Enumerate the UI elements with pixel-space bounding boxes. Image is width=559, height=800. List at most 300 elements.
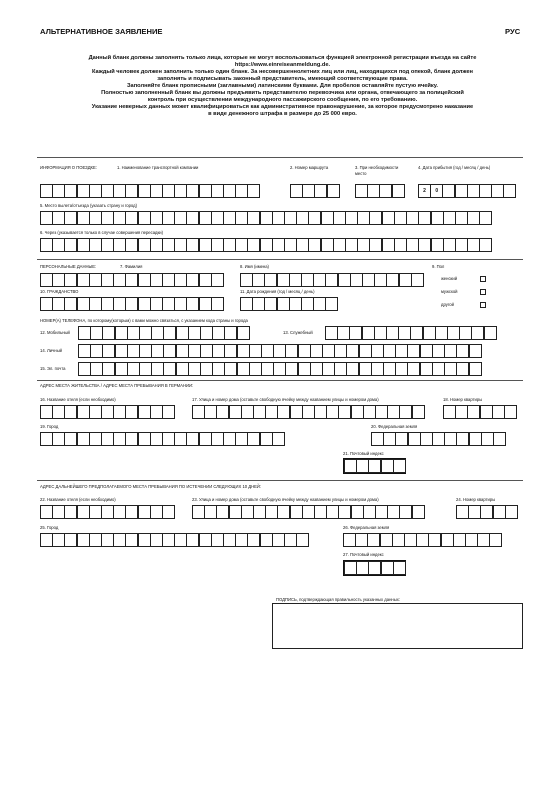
- input-cell[interactable]: [89, 405, 102, 419]
- input-cell[interactable]: [404, 533, 417, 547]
- input-cell[interactable]: [249, 362, 262, 376]
- input-cell[interactable]: [199, 273, 212, 287]
- input-cell[interactable]: [211, 533, 224, 547]
- personal-phone-field[interactable]: [78, 344, 481, 358]
- input-cell[interactable]: [223, 184, 236, 198]
- input-cell[interactable]: [52, 184, 65, 198]
- input-cell[interactable]: [127, 344, 140, 358]
- input-cell[interactable]: [363, 405, 376, 419]
- input-cell[interactable]: [302, 405, 315, 419]
- input-cell[interactable]: [102, 326, 115, 340]
- input-cell[interactable]: [163, 362, 176, 376]
- input-cell[interactable]: [40, 273, 53, 287]
- input-cell[interactable]: [298, 362, 311, 376]
- input-cell[interactable]: [186, 211, 199, 225]
- input-cell[interactable]: [338, 405, 351, 419]
- input-cell[interactable]: [211, 273, 224, 287]
- input-cell[interactable]: [115, 326, 128, 340]
- input-cell[interactable]: [455, 211, 468, 225]
- input-cell[interactable]: [260, 238, 273, 252]
- input-cell[interactable]: [224, 326, 237, 340]
- input-cell[interactable]: [240, 297, 253, 311]
- input-cell[interactable]: [493, 505, 506, 519]
- input-cell[interactable]: [371, 344, 384, 358]
- input-cell[interactable]: [199, 297, 212, 311]
- input-cell[interactable]: [64, 432, 77, 446]
- input-cell[interactable]: [40, 505, 53, 519]
- input-cell[interactable]: [139, 326, 152, 340]
- input-cell[interactable]: [52, 533, 65, 547]
- input-cell[interactable]: [247, 533, 260, 547]
- input-cell[interactable]: [64, 297, 77, 311]
- input-cell[interactable]: [284, 238, 297, 252]
- input-cell[interactable]: [223, 238, 236, 252]
- signature-box[interactable]: [272, 603, 523, 649]
- input-cell[interactable]: [186, 432, 199, 446]
- city-field-2[interactable]: [40, 533, 308, 547]
- input-cell[interactable]: [188, 326, 201, 340]
- input-cell[interactable]: [200, 326, 213, 340]
- input-cell[interactable]: [284, 211, 297, 225]
- input-cell[interactable]: [381, 459, 394, 473]
- input-cell[interactable]: [310, 344, 323, 358]
- input-cell[interactable]: [113, 211, 126, 225]
- input-cell[interactable]: [321, 238, 334, 252]
- input-cell[interactable]: [101, 297, 114, 311]
- input-cell[interactable]: [89, 297, 102, 311]
- via-field[interactable]: [40, 238, 492, 252]
- input-cell[interactable]: [186, 184, 199, 198]
- input-cell[interactable]: [78, 344, 91, 358]
- input-cell[interactable]: [443, 238, 456, 252]
- input-cell[interactable]: [469, 344, 482, 358]
- input-cell[interactable]: [40, 405, 53, 419]
- input-cell[interactable]: [52, 405, 65, 419]
- carrier-field[interactable]: [40, 184, 260, 198]
- input-cell[interactable]: [374, 326, 387, 340]
- work-phone-field[interactable]: [325, 326, 496, 340]
- input-cell[interactable]: [431, 211, 444, 225]
- input-cell[interactable]: [138, 238, 151, 252]
- input-cell[interactable]: [393, 459, 406, 473]
- input-cell[interactable]: [444, 344, 457, 358]
- input-cell[interactable]: [216, 505, 229, 519]
- input-cell[interactable]: [52, 505, 65, 519]
- state-field[interactable]: [371, 432, 505, 446]
- input-cell[interactable]: [150, 184, 163, 198]
- input-cell[interactable]: [77, 238, 90, 252]
- input-cell[interactable]: [252, 297, 265, 311]
- input-cell[interactable]: [394, 211, 407, 225]
- input-cell[interactable]: [77, 211, 90, 225]
- input-cell[interactable]: [273, 344, 286, 358]
- input-cell[interactable]: [192, 505, 205, 519]
- street-field[interactable]: [192, 405, 424, 419]
- input-cell[interactable]: [504, 405, 517, 419]
- input-cell[interactable]: [480, 505, 493, 519]
- input-cell[interactable]: [408, 432, 421, 446]
- input-cell[interactable]: [101, 238, 114, 252]
- input-cell[interactable]: [211, 432, 224, 446]
- input-cell[interactable]: [423, 326, 436, 340]
- input-cell[interactable]: [235, 238, 248, 252]
- input-cell[interactable]: [382, 238, 395, 252]
- input-cell[interactable]: [176, 344, 189, 358]
- input-cell[interactable]: [441, 533, 454, 547]
- input-cell[interactable]: [369, 238, 382, 252]
- input-cell[interactable]: [64, 273, 77, 287]
- input-cell[interactable]: [469, 362, 482, 376]
- input-cell[interactable]: [40, 432, 53, 446]
- input-cell[interactable]: [392, 533, 405, 547]
- input-cell[interactable]: [186, 297, 199, 311]
- input-cell[interactable]: [290, 505, 303, 519]
- input-cell[interactable]: [380, 533, 393, 547]
- input-cell[interactable]: [386, 273, 399, 287]
- input-cell[interactable]: [162, 297, 175, 311]
- input-cell[interactable]: [394, 238, 407, 252]
- input-cell[interactable]: [241, 405, 254, 419]
- input-cell[interactable]: [351, 405, 364, 419]
- input-cell[interactable]: [247, 432, 260, 446]
- input-cell[interactable]: [138, 297, 151, 311]
- input-cell[interactable]: [52, 297, 65, 311]
- input-cell[interactable]: [296, 238, 309, 252]
- input-cell[interactable]: [387, 405, 400, 419]
- input-cell[interactable]: [192, 405, 205, 419]
- input-cell[interactable]: [174, 211, 187, 225]
- input-cell[interactable]: [127, 362, 140, 376]
- input-cell[interactable]: [113, 505, 126, 519]
- input-cell[interactable]: [77, 273, 90, 287]
- input-cell[interactable]: [272, 238, 285, 252]
- input-cell[interactable]: [265, 505, 278, 519]
- input-cell[interactable]: [355, 184, 368, 198]
- input-cell[interactable]: [235, 211, 248, 225]
- input-cell[interactable]: [113, 238, 126, 252]
- input-cell[interactable]: [406, 211, 419, 225]
- input-cell[interactable]: [393, 561, 406, 575]
- input-cell[interactable]: [395, 432, 408, 446]
- input-cell[interactable]: [199, 211, 212, 225]
- input-cell[interactable]: [455, 405, 468, 419]
- input-cell[interactable]: [162, 432, 175, 446]
- input-cell[interactable]: [261, 344, 274, 358]
- input-cell[interactable]: [392, 184, 405, 198]
- mobile-field[interactable]: [78, 326, 249, 340]
- input-cell[interactable]: [211, 238, 224, 252]
- input-cell[interactable]: [150, 405, 163, 419]
- input-cell[interactable]: [362, 273, 375, 287]
- input-cell[interactable]: [420, 432, 433, 446]
- input-cell[interactable]: [101, 273, 114, 287]
- input-cell[interactable]: [125, 505, 138, 519]
- input-cell[interactable]: [444, 362, 457, 376]
- input-cell[interactable]: [456, 505, 469, 519]
- input-cell[interactable]: [418, 211, 431, 225]
- input-cell[interactable]: [127, 326, 140, 340]
- input-cell[interactable]: [162, 211, 175, 225]
- input-cell[interactable]: [113, 297, 126, 311]
- input-cell[interactable]: [455, 184, 468, 198]
- input-cell[interactable]: [308, 238, 321, 252]
- input-cell[interactable]: [200, 344, 213, 358]
- input-cell[interactable]: [150, 211, 163, 225]
- input-cell[interactable]: [301, 273, 314, 287]
- input-cell[interactable]: [90, 326, 103, 340]
- input-cell[interactable]: [113, 432, 126, 446]
- input-cell[interactable]: [204, 505, 217, 519]
- input-cell[interactable]: [199, 238, 212, 252]
- input-cell[interactable]: [369, 211, 382, 225]
- input-cell[interactable]: [456, 362, 469, 376]
- input-cell[interactable]: [77, 505, 90, 519]
- input-cell[interactable]: [302, 505, 315, 519]
- input-cell[interactable]: [381, 561, 394, 575]
- input-cell[interactable]: [64, 184, 77, 198]
- input-cell[interactable]: [174, 273, 187, 287]
- input-cell[interactable]: [371, 362, 384, 376]
- sex-male-checkbox[interactable]: [480, 289, 486, 295]
- input-cell[interactable]: [322, 344, 335, 358]
- input-cell[interactable]: [139, 362, 152, 376]
- input-cell[interactable]: [235, 533, 248, 547]
- input-cell[interactable]: [247, 184, 260, 198]
- input-cell[interactable]: [125, 533, 138, 547]
- input-cell[interactable]: [289, 297, 302, 311]
- input-cell[interactable]: [260, 432, 273, 446]
- input-cell[interactable]: [163, 344, 176, 358]
- input-cell[interactable]: [252, 273, 265, 287]
- input-cell[interactable]: [412, 405, 425, 419]
- input-cell[interactable]: [113, 273, 126, 287]
- input-cell[interactable]: [52, 432, 65, 446]
- input-cell[interactable]: [471, 326, 484, 340]
- input-cell[interactable]: [459, 326, 472, 340]
- input-cell[interactable]: [411, 273, 424, 287]
- input-cell[interactable]: [77, 432, 90, 446]
- input-cell[interactable]: [357, 238, 370, 252]
- input-cell[interactable]: [186, 533, 199, 547]
- input-cell[interactable]: [235, 432, 248, 446]
- input-cell[interactable]: [174, 184, 187, 198]
- input-cell[interactable]: [455, 238, 468, 252]
- input-cell[interactable]: [334, 344, 347, 358]
- sex-other-checkbox[interactable]: [480, 302, 486, 308]
- input-cell[interactable]: [416, 533, 429, 547]
- input-cell[interactable]: [101, 505, 114, 519]
- input-cell[interactable]: [77, 297, 90, 311]
- input-cell[interactable]: [418, 238, 431, 252]
- input-cell[interactable]: [313, 273, 326, 287]
- input-cell[interactable]: [253, 505, 266, 519]
- input-cell[interactable]: [395, 362, 408, 376]
- input-cell[interactable]: [333, 238, 346, 252]
- input-cell[interactable]: [290, 405, 303, 419]
- input-cell[interactable]: [64, 238, 77, 252]
- input-cell[interactable]: [162, 184, 175, 198]
- input-cell[interactable]: [125, 273, 138, 287]
- input-cell[interactable]: [467, 184, 480, 198]
- input-cell[interactable]: [125, 405, 138, 419]
- input-cell[interactable]: [442, 184, 455, 198]
- input-cell[interactable]: [285, 344, 298, 358]
- input-cell[interactable]: [314, 505, 327, 519]
- input-cell[interactable]: [90, 344, 103, 358]
- input-cell[interactable]: [467, 405, 480, 419]
- input-cell[interactable]: [40, 238, 53, 252]
- apartment-field[interactable]: [443, 405, 516, 419]
- input-cell[interactable]: [492, 405, 505, 419]
- input-cell[interactable]: [375, 505, 388, 519]
- input-cell[interactable]: [363, 505, 376, 519]
- input-cell[interactable]: [237, 326, 250, 340]
- input-cell[interactable]: [383, 362, 396, 376]
- input-cell[interactable]: [298, 344, 311, 358]
- input-cell[interactable]: [322, 362, 335, 376]
- input-cell[interactable]: [351, 505, 364, 519]
- input-cell[interactable]: [101, 405, 114, 419]
- input-cell[interactable]: [327, 184, 340, 198]
- input-cell[interactable]: [151, 326, 164, 340]
- input-cell[interactable]: [356, 459, 369, 473]
- input-cell[interactable]: [420, 344, 433, 358]
- input-cell[interactable]: [90, 362, 103, 376]
- input-cell[interactable]: [344, 459, 357, 473]
- input-cell[interactable]: [138, 405, 151, 419]
- input-cell[interactable]: [432, 432, 445, 446]
- input-cell[interactable]: [249, 344, 262, 358]
- input-cell[interactable]: [343, 533, 356, 547]
- input-cell[interactable]: [367, 533, 380, 547]
- surname-field[interactable]: [40, 273, 223, 287]
- input-cell[interactable]: [273, 362, 286, 376]
- input-cell[interactable]: [453, 533, 466, 547]
- input-cell[interactable]: [469, 432, 482, 446]
- input-cell[interactable]: [272, 211, 285, 225]
- input-cell[interactable]: [284, 533, 297, 547]
- input-cell[interactable]: [277, 405, 290, 419]
- arrival-date-field[interactable]: [418, 184, 516, 198]
- input-cell[interactable]: [290, 184, 303, 198]
- input-cell[interactable]: [383, 344, 396, 358]
- input-cell[interactable]: [314, 184, 327, 198]
- input-cell[interactable]: [89, 505, 102, 519]
- input-cell[interactable]: [125, 238, 138, 252]
- input-cell[interactable]: [125, 432, 138, 446]
- input-cell[interactable]: [467, 211, 480, 225]
- input-cell[interactable]: [277, 273, 290, 287]
- input-cell[interactable]: [325, 326, 338, 340]
- input-cell[interactable]: [223, 211, 236, 225]
- input-cell[interactable]: [467, 238, 480, 252]
- input-cell[interactable]: [150, 505, 163, 519]
- input-cell[interactable]: [235, 184, 248, 198]
- input-cell[interactable]: [407, 344, 420, 358]
- input-cell[interactable]: [379, 184, 392, 198]
- input-cell[interactable]: [289, 273, 302, 287]
- input-cell[interactable]: [186, 273, 199, 287]
- input-cell[interactable]: [40, 533, 53, 547]
- input-cell[interactable]: [176, 326, 189, 340]
- input-cell[interactable]: [138, 273, 151, 287]
- input-cell[interactable]: [199, 184, 212, 198]
- input-cell[interactable]: [484, 326, 497, 340]
- input-cell[interactable]: [78, 326, 91, 340]
- input-cell[interactable]: [150, 533, 163, 547]
- state-field-2[interactable]: [343, 533, 502, 547]
- hotel-field[interactable]: [40, 405, 174, 419]
- input-cell[interactable]: [432, 362, 445, 376]
- input-cell[interactable]: [224, 344, 237, 358]
- input-cell[interactable]: [237, 344, 250, 358]
- input-cell[interactable]: [188, 362, 201, 376]
- input-cell[interactable]: [479, 184, 492, 198]
- input-cell[interactable]: [321, 211, 334, 225]
- input-cell[interactable]: [308, 211, 321, 225]
- input-cell[interactable]: [101, 184, 114, 198]
- input-cell[interactable]: [314, 405, 327, 419]
- input-cell[interactable]: [326, 505, 339, 519]
- input-cell[interactable]: [162, 533, 175, 547]
- input-cell[interactable]: [264, 297, 277, 311]
- input-cell[interactable]: [420, 362, 433, 376]
- input-cell[interactable]: [260, 533, 273, 547]
- input-cell[interactable]: [125, 184, 138, 198]
- input-cell[interactable]: [113, 184, 126, 198]
- input-cell[interactable]: [64, 505, 77, 519]
- input-cell[interactable]: [211, 297, 224, 311]
- input-cell[interactable]: [264, 273, 277, 287]
- input-cell[interactable]: [77, 533, 90, 547]
- input-cell[interactable]: [355, 533, 368, 547]
- input-cell[interactable]: [302, 184, 315, 198]
- input-cell[interactable]: [89, 273, 102, 287]
- sex-female-checkbox[interactable]: [480, 276, 486, 282]
- input-cell[interactable]: [337, 326, 350, 340]
- input-cell[interactable]: [139, 344, 152, 358]
- input-cell[interactable]: [491, 184, 504, 198]
- input-cell[interactable]: [399, 273, 412, 287]
- street-field-2[interactable]: [192, 505, 424, 519]
- input-cell[interactable]: [101, 211, 114, 225]
- input-cell[interactable]: [253, 405, 266, 419]
- input-cell[interactable]: [444, 432, 457, 446]
- input-cell[interactable]: [211, 184, 224, 198]
- input-cell[interactable]: [223, 533, 236, 547]
- input-cell[interactable]: [477, 533, 490, 547]
- input-cell[interactable]: [199, 533, 212, 547]
- input-cell[interactable]: [200, 362, 213, 376]
- input-cell[interactable]: [247, 211, 260, 225]
- input-cell[interactable]: [481, 432, 494, 446]
- input-cell[interactable]: [277, 505, 290, 519]
- route-field[interactable]: [290, 184, 339, 198]
- input-cell[interactable]: [345, 238, 358, 252]
- input-cell[interactable]: [344, 561, 357, 575]
- input-cell[interactable]: [138, 184, 151, 198]
- input-cell[interactable]: [296, 533, 309, 547]
- input-cell[interactable]: [77, 405, 90, 419]
- input-cell[interactable]: [489, 533, 502, 547]
- input-cell[interactable]: [64, 211, 77, 225]
- input-cell[interactable]: [125, 211, 138, 225]
- input-cell[interactable]: [407, 362, 420, 376]
- input-cell[interactable]: [138, 533, 151, 547]
- input-cell[interactable]: [346, 344, 359, 358]
- input-cell[interactable]: [383, 432, 396, 446]
- input-cell[interactable]: [241, 505, 254, 519]
